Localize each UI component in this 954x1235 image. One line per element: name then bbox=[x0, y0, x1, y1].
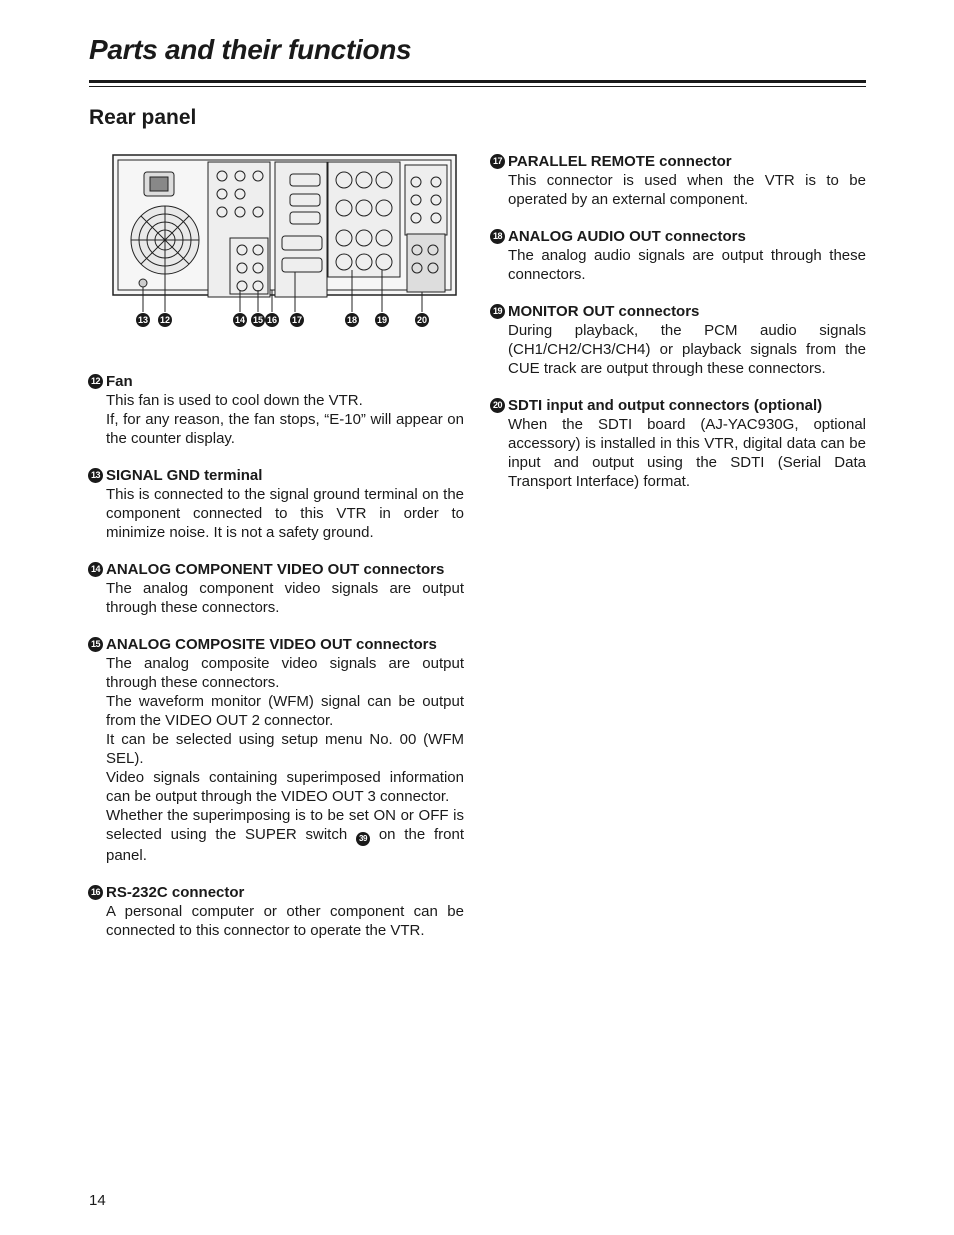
item-title: ANALOG COMPONENT VIDEO OUT connectors bbox=[106, 561, 445, 578]
item-text: This connector is used when the VTR is to be operated by an external component. bbox=[508, 172, 866, 208]
callout-label: 14 bbox=[234, 315, 246, 325]
item-text: The analog audio signals are output through these connectors. bbox=[508, 247, 866, 283]
item-title: PARALLEL REMOTE connector bbox=[508, 153, 732, 170]
item-number: 16 bbox=[88, 885, 103, 900]
super-switch-ref: 39 bbox=[356, 832, 370, 846]
section-title: Rear panel bbox=[89, 106, 197, 129]
item-number: 20 bbox=[490, 398, 505, 413]
callout-label: 15 bbox=[252, 315, 264, 325]
item-number: 15 bbox=[88, 637, 103, 652]
item-monitor-out bbox=[490, 302, 866, 378]
item-text: This fan is used to cool down the VTR. bbox=[106, 392, 363, 409]
item-number: 14 bbox=[88, 562, 103, 577]
right-column bbox=[490, 152, 866, 509]
item-number: 18 bbox=[490, 229, 505, 244]
title-rule-thin bbox=[89, 86, 866, 87]
item-text: It can be selected using setup menu No. 00 (WFM SEL). bbox=[106, 731, 464, 767]
left-column bbox=[88, 372, 464, 958]
callout-label: 20 bbox=[416, 315, 428, 325]
item-signal-gnd bbox=[88, 466, 464, 542]
item-component-video-out bbox=[88, 560, 464, 617]
item-text bbox=[106, 806, 464, 865]
page-number: 14 bbox=[89, 1192, 106, 1209]
item-title: SIGNAL GND terminal bbox=[106, 467, 263, 484]
item-sdti bbox=[490, 396, 866, 491]
item-number: 13 bbox=[88, 468, 103, 483]
item-text: The waveform monitor (WFM) signal can be output from the VIDEO OUT 2 connector. bbox=[106, 693, 464, 729]
item-title: Fan bbox=[106, 373, 133, 390]
callout-label: 13 bbox=[137, 315, 149, 325]
item-title: ANALOG COMPOSITE VIDEO OUT connectors bbox=[106, 636, 437, 653]
item-text: The analog component video signals are output through these connectors. bbox=[106, 580, 464, 616]
item-title: RS-232C connector bbox=[106, 883, 245, 901]
item-number: 19 bbox=[490, 304, 505, 319]
item-text: If, for any reason, the fan stops, “E-10” will appear on the counter display. bbox=[106, 411, 464, 447]
rear-panel-figure bbox=[110, 150, 460, 335]
callout-label: 19 bbox=[376, 315, 388, 325]
item-text: A personal computer or other component can be connected to this connector to operate the VTR. bbox=[106, 902, 464, 939]
item-title: SDTI input and output connectors (optional) bbox=[508, 397, 823, 414]
item-text-part: on the front panel. bbox=[106, 826, 464, 864]
item-rs232c bbox=[88, 883, 464, 940]
item-fan bbox=[88, 372, 464, 448]
item-text-part: Whether the superimposing is to be set ON or OFF is selected using the SUPER switch bbox=[106, 807, 464, 843]
item-text: Video signals containing superimposed information can be output through the VIDEO OUT 3 connector. bbox=[106, 769, 464, 805]
item-text: This is connected to the signal ground terminal on the component connected to this VTR in order to minimize noise. It is not a safety ground. bbox=[106, 486, 464, 541]
item-parallel-remote bbox=[490, 152, 866, 209]
item-analog-audio-out bbox=[490, 227, 866, 284]
title-rule bbox=[89, 80, 866, 83]
item-title: ANALOG AUDIO OUT connectors bbox=[508, 228, 746, 245]
item-composite-video-out bbox=[88, 635, 464, 865]
callout-label: 17 bbox=[291, 315, 303, 325]
item-number: 12 bbox=[88, 374, 103, 389]
item-number: 17 bbox=[490, 154, 505, 169]
item-text: When the SDTI board (AJ-YAC930G, optional accessory) is installed in this VTR, digital data can be input and output using the SDTI (Serial Data Transport Interface) format. bbox=[508, 416, 866, 490]
callout-label: 12 bbox=[159, 315, 171, 325]
callout-label: 18 bbox=[346, 315, 358, 325]
callout-label: 16 bbox=[266, 315, 278, 325]
item-title: MONITOR OUT connectors bbox=[508, 303, 700, 320]
item-text: The analog composite video signals are output through these connectors. bbox=[106, 655, 464, 691]
item-text: During playback, the PCM audio signals (CH1/CH2/CH3/CH4) or playback signals from the CUE track are output through these connectors. bbox=[508, 322, 866, 377]
page-title: Parts and their functions bbox=[89, 34, 412, 65]
